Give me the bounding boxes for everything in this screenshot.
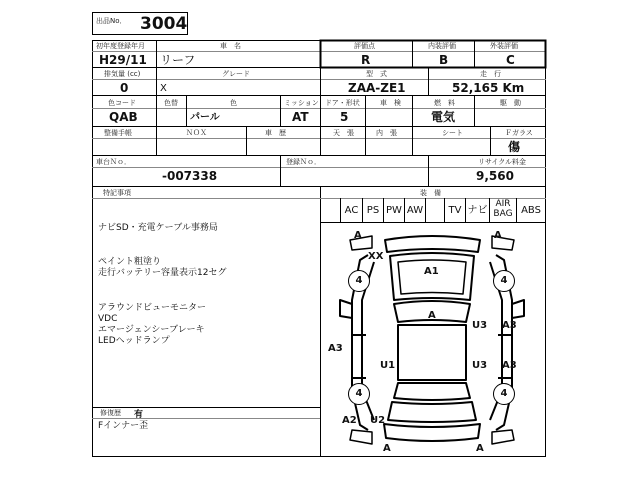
tire-mark: 4 xyxy=(348,270,370,292)
mileage-value: 52,165 Km xyxy=(452,81,525,95)
color-label: 色 xyxy=(230,99,237,107)
damage-mark: A xyxy=(383,443,391,454)
ceiling-label: 天 張 xyxy=(333,129,354,137)
model-label: 型 式 xyxy=(366,70,387,78)
seat-label: シート xyxy=(442,129,463,137)
damage-mark: A xyxy=(354,230,362,241)
chassis-label: 車台Ｎｏ． xyxy=(96,158,131,166)
mileage-label: 走 行 xyxy=(480,70,501,78)
doors-value: 5 xyxy=(340,110,349,124)
exterior-score-value: C xyxy=(506,53,515,67)
model-value: ZAA-ZE1 xyxy=(348,81,406,95)
damage-mark: A xyxy=(476,443,484,454)
color-value: パール xyxy=(190,112,220,123)
damage-mark: A3 xyxy=(502,320,517,331)
equipment-label: 装 備 xyxy=(420,189,441,197)
damage-mark: A xyxy=(428,310,436,321)
inspection-label: 車 検 xyxy=(380,99,401,107)
damage-mark: U2 xyxy=(370,415,386,426)
damage-mark: A3 xyxy=(502,360,517,371)
damage-mark: A2 xyxy=(342,415,357,426)
score-label: 評価点 xyxy=(354,42,375,50)
year-label: 初年度登録年月 xyxy=(96,42,145,50)
car-name-value: リーフ xyxy=(160,53,196,67)
score-value: R xyxy=(361,53,371,67)
transmission-label: ミッション xyxy=(284,99,319,107)
equipment-aw: AW xyxy=(406,205,424,216)
color-code-label: 色コード xyxy=(108,99,136,107)
lot-number: 3004 xyxy=(140,14,188,34)
interior-score-label: 内装評価 xyxy=(428,42,456,50)
color-code-value: QAB xyxy=(109,110,138,124)
equipment-ps: PS xyxy=(366,205,380,216)
displacement-label: 排気量 (cc) xyxy=(104,70,141,78)
fuel-label: 燃 料 xyxy=(434,99,455,107)
lot-label: 出品No． xyxy=(96,17,127,25)
equipment-pw: PW xyxy=(386,205,402,216)
grade-label: グレード xyxy=(222,70,250,78)
color-change-label: 色替 xyxy=(164,99,178,107)
car-name-label: 車 名 xyxy=(220,42,241,50)
repair-note: Fインナー歪 xyxy=(98,421,149,431)
damage-mark: A3 xyxy=(328,343,343,354)
recycle-label: リサイクル料金 xyxy=(478,158,527,166)
interior-score-value: B xyxy=(439,53,449,67)
equipment-navi: ナビ xyxy=(467,205,488,216)
equipment-airbag: AIR BAG xyxy=(493,199,513,219)
nox-label: ＮＯＸ xyxy=(186,129,207,137)
note-line: 走行バッテリー容量表示12セグ xyxy=(98,268,227,278)
damage-mark: U3 xyxy=(472,360,488,371)
year-value: H29/11 xyxy=(99,53,147,67)
equipment-abs: ABS xyxy=(521,205,541,216)
equipment-ac: AC xyxy=(344,205,359,216)
displacement-value: 0 xyxy=(120,81,129,95)
tire-mark: 4 xyxy=(348,383,370,405)
damage-mark: XX xyxy=(368,251,384,262)
maintenance-label: 整備手帳 xyxy=(104,129,132,137)
damage-mark: U1 xyxy=(380,360,396,371)
repair-history-value: 有 xyxy=(134,410,144,420)
recycle-value: 9,560 xyxy=(476,169,514,183)
note-line: VDC xyxy=(98,314,118,324)
transmission-value: AT xyxy=(292,110,309,124)
note-line: エマージェンシーブレーキ xyxy=(98,325,205,335)
registration-label: 登録Ｎｏ． xyxy=(286,158,321,166)
damage-mark: A1 xyxy=(424,266,439,277)
front-glass-label: Ｆガラス xyxy=(505,129,533,137)
tire-mark: 4 xyxy=(493,270,515,292)
doors-label: ドア・形状 xyxy=(325,99,360,107)
chassis-value: -007338 xyxy=(162,169,218,183)
fuel-value: 電気 xyxy=(431,110,456,124)
note-line: LEDヘッドランプ xyxy=(98,336,170,346)
repair-history-label: 修復歴 xyxy=(100,409,121,417)
front-glass-value: 傷 xyxy=(508,140,521,154)
tire-mark: 4 xyxy=(493,383,515,405)
notes-label: 特記事項 xyxy=(103,189,131,197)
interior-lining-label: 内 張 xyxy=(376,129,397,137)
note-line: アラウンドビューモニター xyxy=(98,303,207,313)
damage-mark: A xyxy=(494,230,502,241)
grade-value: X xyxy=(160,83,167,94)
history-label: 車 歴 xyxy=(265,129,286,137)
equipment-tv: TV xyxy=(448,205,462,216)
damage-mark: U3 xyxy=(472,320,488,331)
note-line: ナビSD・充電ケーブル事務局 xyxy=(98,223,218,233)
exterior-score-label: 外装評価 xyxy=(490,42,518,50)
drive-label: 駆 動 xyxy=(500,99,521,107)
note-line: ペイント粗塗り xyxy=(98,257,162,267)
